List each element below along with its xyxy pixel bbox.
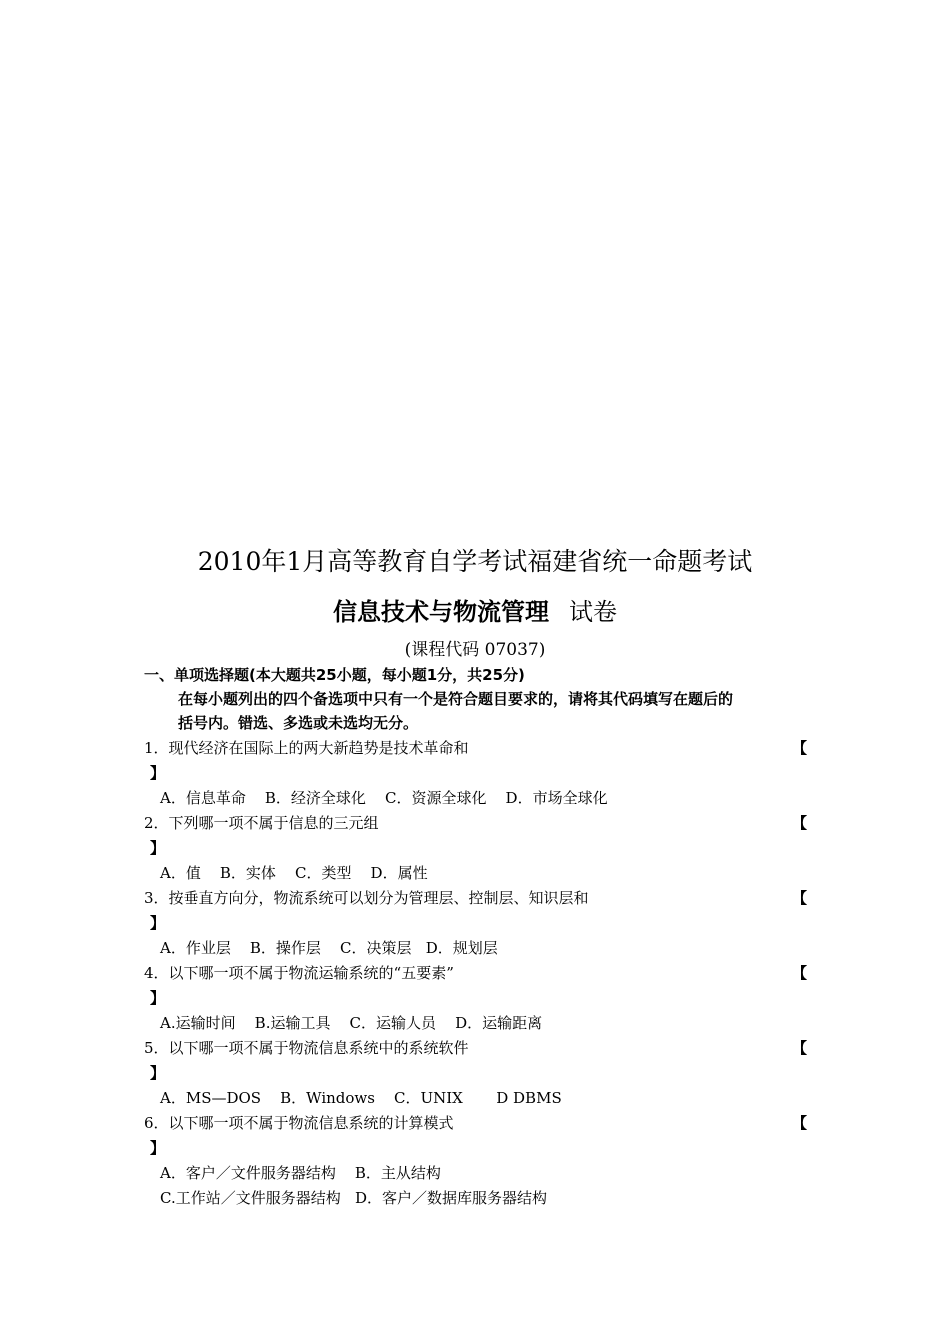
course-code: (课程代码 07037) [404, 640, 546, 660]
question-6-options-line2: C.工作站／文件服务器结构 D．客户／数据库服务器结构 [160, 1189, 548, 1207]
section-instruction-line1: 在每小题列出的四个备选项中只有一个是符合题目要求的，请将其代码填写在题后的 [178, 690, 734, 708]
question-6-options: A．客户／文件服务器结构 B．主从结构 [160, 1164, 441, 1182]
subject-name: 信息技术与物流管理 [333, 598, 549, 626]
question-1-text: 1．现代经济在国际上的两大新趋势是技术革命和 [144, 739, 469, 757]
answer-bracket-open: 【 [792, 739, 808, 757]
question-5-options: A．MS—DOS B．Windows C．UNIX D DBMS [160, 1089, 562, 1107]
question-3-text: 3．按垂直方向分，物流系统可以划分为管理层、控制层、知识层和 [144, 889, 589, 907]
question-2-options: A．值 B．实体 C．类型 D．属性 [160, 864, 428, 882]
question-4-options: A.运输时间 B.运输工具 C．运输人员 D．运输距离 [160, 1014, 543, 1032]
section-heading: 一、单项选择题(本大题共25小题，每小题1分，共25分) [144, 666, 525, 684]
answer-bracket-close: 】 [150, 764, 166, 782]
answer-bracket-open: 【 [792, 964, 808, 982]
answer-bracket-open: 【 [792, 1114, 808, 1132]
section-instruction-line2: 括号内。错选、多选或未选均无分。 [178, 714, 419, 732]
question-4-text: 4．以下哪一项不属于物流运输系统的“五要素” [144, 964, 454, 982]
answer-bracket-close: 】 [150, 1139, 166, 1157]
question-5-text: 5．以下哪一项不属于物流信息系统中的系统软件 [144, 1039, 469, 1057]
paper-label: 试卷 [569, 598, 617, 626]
question-1-options: A．信息革命 B．经济全球化 C．资源全球化 D．市场全球化 [160, 789, 608, 807]
question-6-text: 6．以下哪一项不属于物流信息系统的计算模式 [144, 1114, 454, 1132]
answer-bracket-close: 】 [150, 914, 166, 932]
exam-title: 2010年1月高等教育自学考试福建省统一命题考试 [197, 547, 753, 576]
answer-bracket-close: 】 [150, 989, 166, 1007]
question-3-options: A．作业层 B．操作层 C．决策层 D．规划层 [160, 939, 498, 957]
question-2-text: 2．下列哪一项不属于信息的三元组 [144, 814, 379, 832]
subject-title [0, 594, 950, 630]
answer-bracket-close: 】 [150, 839, 166, 857]
answer-bracket-open: 【 [792, 889, 808, 907]
answer-bracket-close: 】 [150, 1064, 166, 1082]
answer-bracket-open: 【 [792, 814, 808, 832]
answer-bracket-open: 【 [792, 1039, 808, 1057]
